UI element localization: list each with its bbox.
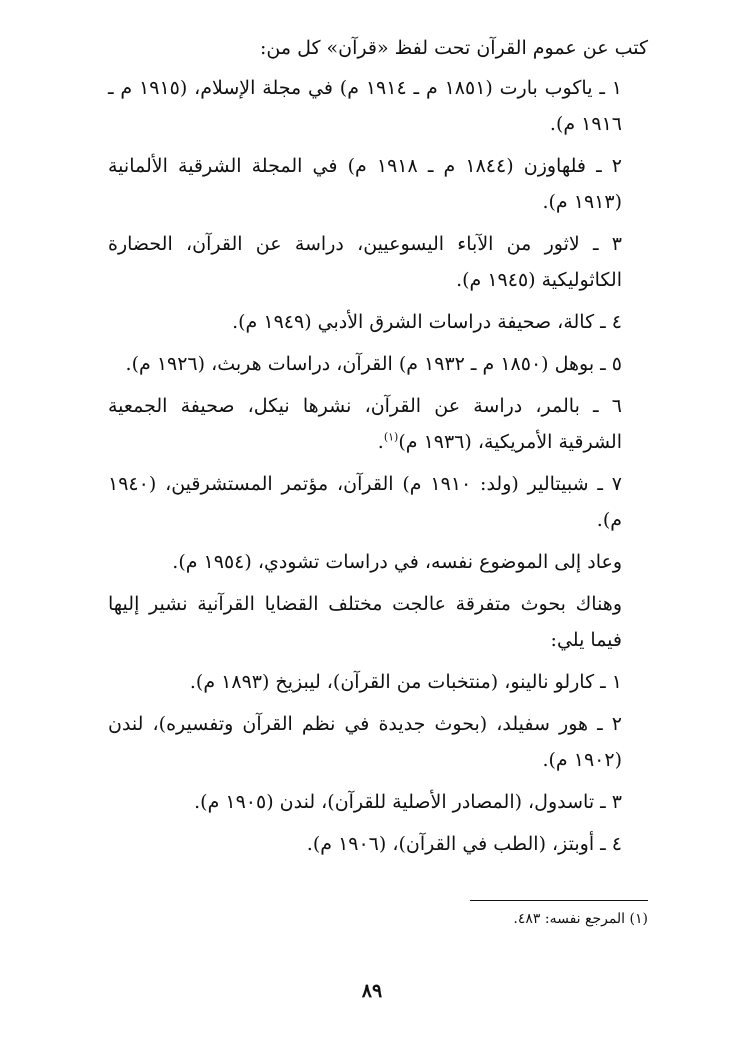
return-note-paragraph: وعاد إلى الموضوع نفسه، في دراسات تشودي، (١٩٥٤ م). [172, 551, 622, 573]
list-item: ٣ ـ لاثور من الآباء اليسوعيين، دراسة عن القرآن، الحضارة الكاثوليكية (١٩٤٥ م). [108, 233, 622, 291]
list-item: ٢ ـ هور سفيلد، (بحوث جديدة في نظم القرآن وتفسيره)، لندن (١٩٠٢ م). [108, 713, 622, 771]
list-item: ٤ ـ أوبتز، (الطب في القرآن)، (١٩٠٦ م). [306, 833, 622, 855]
list-item [108, 388, 648, 460]
intro-paragraph: كتب عن عموم القرآن تحت لفظ «قرآن» كل من: [259, 37, 648, 59]
list-item: ٧ ـ شبيتالير (ولد: ١٩١٠ م) القرآن، مؤتمر المستشرقين، (١٩٤٠ م). [108, 473, 622, 531]
research-intro-paragraph: وهناك بحوث متفرقة عالجت مختلف القضايا القرآنية نشير إليها فيما يلي: [108, 593, 622, 651]
list-item: ٤ ـ كالة، صحيفة دراسات الشرق الأدبي (١٩٤٩ م). [232, 311, 622, 333]
list-item: ١ ـ كارلو نالينو، (منتخبات من القرآن)، ليبزيخ (١٨٩٣ م). [189, 671, 622, 693]
list-item: ٣ ـ تاسدول، (المصادر الأصلية للقرآن)، لندن (١٩٠٥ م). [194, 791, 622, 813]
footnote-divider [470, 900, 648, 901]
page-number: ٨٩ [361, 980, 383, 1002]
list-item: ٢ ـ فلهاوزن (١٨٤٤ م ـ ١٩١٨ م) في المجلة الشرقية الألمانية (١٩١٣ م). [108, 155, 622, 213]
footnote-reference: (١) [383, 430, 399, 444]
list-item-text: ٦ ـ بالمر، دراسة عن القرآن، نشرها نيكل، صحيفة الجمعية الشرقية الأمريكية، (١٩٣٦ م) [108, 395, 622, 453]
list-item: ١ ـ ياكوب بارت (١٨٥١ م ـ ١٩١٤ م) في مجلة الإسلام، (١٩١٥ م ـ ١٩١٦ م). [108, 77, 622, 135]
list-item: ٥ ـ بوهل (١٨٥٠ م ـ ١٩٣٢ م) القرآن، دراسات هربث، (١٩٢٦ م). [125, 353, 622, 375]
list-item-end: . [377, 431, 384, 453]
footnote: (١) المرجع نفسه: ٤٨٣. [513, 911, 648, 927]
page-body [108, 30, 648, 868]
